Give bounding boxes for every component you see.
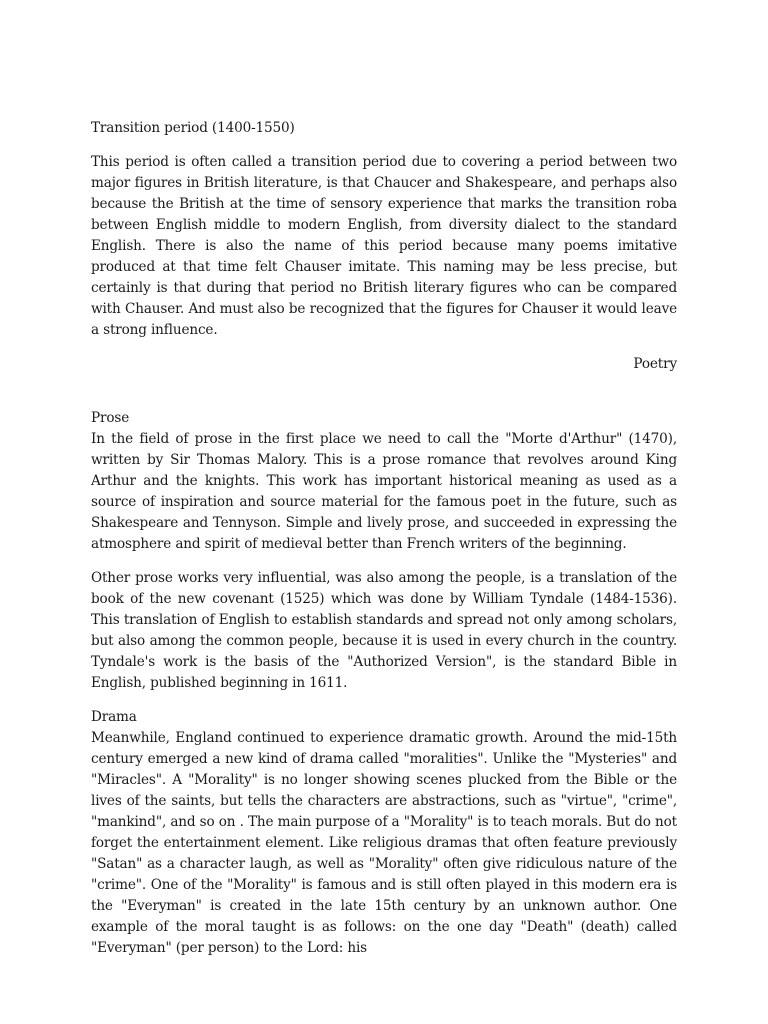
drama-paragraph: Meanwhile, England continued to experience dramatic growth. Around the mid-15th century emerged a new kind of drama called "moralities". Unlike the "Mysteries" and "Miracles". A "Morality" is no longer showing scenes plucked from the Bible or the lives of the saints, but tells the characters are abstractions, such as "virtue", "crime", "mankind", and so on . The main purpose of a "Morality" is to teach morals. But do not forget the entertainment element. Like religious dramas that often feature previously "Satan" as a character laugh, as well as "Morality" often give ridiculous nature of the "crime". One of the "Morality" is famous and is still often played in this modern era is the "Everyman" is created in the late 15th century by an unknown author. One example of the moral taught is as follows: on the one day "Death" (death) called "Everyman" (per person) to the Lord: his xyxy=(91,730,677,956)
drama-heading: Drama xyxy=(91,709,137,725)
poetry-heading: Poetry xyxy=(633,356,677,372)
intro-paragraph: This period is often called a transition period due to covering a period between two major figures in British literature, is that Chaucer and Shakespeare, and perhaps also because the British at the time of sensory experience that marks the transition roba between English middle to modern English, from diversity dialect to the standard English. There is also the name of this period because many poems imitative produced at that time felt Chauser imitate. This naming may be less precise, but certainly is that during that period no British literary figures who can be compared with Chauser. And must also be recognized that the figures for Chauser it would leave a strong influence. xyxy=(91,154,677,338)
prose-paragraph-1: In the field of prose in the first place we need to call the "Morte d'Arthur" (1470), written by Sir Thomas Malory. This is a prose romance that revolves around King Arthur and the knights. This work has important historical meaning as used as a source of inspiration and source material for the famous poet in the future, such as Shakespeare and Tennyson. Simple and lively prose, and succeeded in expressing the atmosphere and spirit of medieval better than French writers of the beginning. xyxy=(91,431,677,552)
prose-paragraph-2: Other prose works very influential, was also among the people, is a translation of the book of the new covenant (1525) which was done by William Tyndale (1484-1536). This translation of English to establish standards and spread not only among scholars, but also among the common people, because it is used in every church in the country. Tyndale's work is the basis of the "Authorized Version", is the standard Bible in English, published beginning in 1611. xyxy=(91,570,677,691)
document-page xyxy=(91,118,677,959)
section-title: Transition period (1400-1550) xyxy=(91,120,295,136)
prose-heading: Prose xyxy=(91,410,130,426)
